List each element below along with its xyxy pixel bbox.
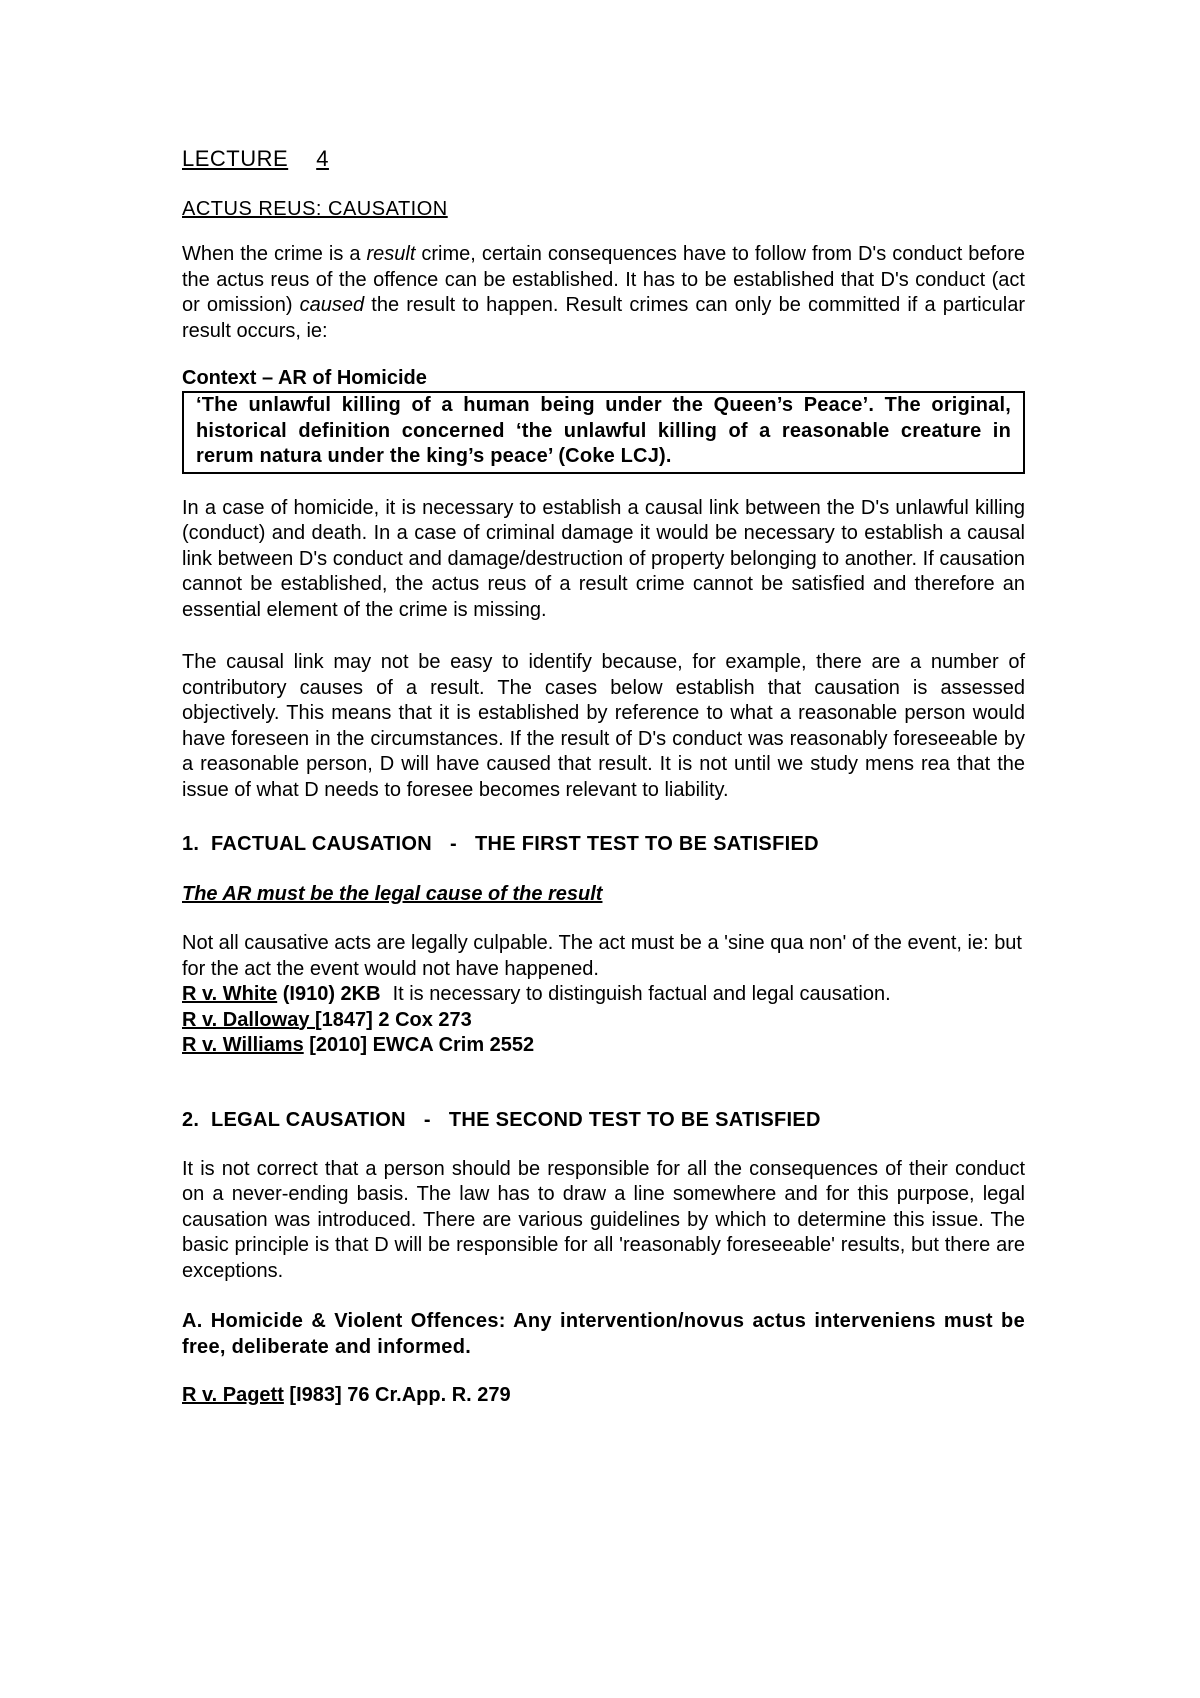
case-name: R v. Pagett — [182, 1384, 284, 1406]
intro-emphasis-result: result — [366, 243, 416, 265]
legal-dash: - — [423, 1108, 431, 1131]
intro-paragraph — [182, 242, 1025, 344]
intro-text-3: the result to happen. Result crimes can only be committed if a particular result occurs, ie: — [182, 294, 1025, 342]
factual-title: FACTUAL CAUSATION — [211, 833, 433, 855]
factual-causation-heading — [182, 831, 1025, 857]
case-reference: [1847] 2 Cox 273 — [315, 1008, 472, 1031]
case-citation — [182, 1008, 1025, 1034]
factual-subtitle: THE FIRST TEST TO BE SATISFIED — [475, 833, 819, 855]
intro-text-1: When the crime is a — [182, 243, 367, 265]
case-reference: (I910) 2KB — [277, 983, 381, 1005]
intro-emphasis-caused: caused — [299, 294, 365, 316]
pagett-citation — [182, 1382, 1025, 1408]
case-name: R v. Dalloway — [182, 1008, 316, 1031]
legal-number: 2. — [182, 1108, 200, 1131]
intro-text-2: crime, certain consequences have to follow from D's conduct before the actus reus of the offence can be established. It has to be established that D's conduct (act or omission) — [182, 243, 1025, 316]
homicide-violent-offences-subheading: A. Homicide & Violent Offences: Any intervention/novus actus interveniens must be free, deliberate and informed. — [182, 1310, 1025, 1358]
factual-paragraph: Not all causative acts are legally culpable. The act must be a 'sine qua non' of the event, ie: but for the act the event would not have happened. — [182, 932, 1022, 980]
case-citation — [182, 982, 1025, 1008]
causal-link-paragraph: The causal link may not be easy to identify because, for example, there are a number of contributory causes of a result. The cases below establish that causation is assessed objectively. This means that it is established by reference to what a reasonable person would have foreseen in the circumstances. If the result of D's conduct was reasonably foreseeable by a reasonable person, D will have caused that result. It is not until we study mens rea that the issue of what D needs to foresee becomes relevant to liability. — [182, 651, 1025, 801]
case-citation — [182, 1033, 1025, 1059]
factual-dash: - — [450, 833, 457, 855]
context-heading: Context – AR of Homicide — [182, 367, 427, 389]
case-note: It is necessary to distinguish factual and legal causation. — [392, 983, 891, 1005]
lecture-label: LECTURE — [182, 146, 289, 171]
case-name: R v. White — [182, 983, 278, 1005]
case-reference: [2010] EWCA Crim 2552 — [303, 1034, 535, 1056]
factual-case-list — [182, 982, 1025, 1059]
case-name: R v. Williams — [182, 1034, 304, 1056]
legal-paragraph: It is not correct that a person should be responsible for all the consequences of their conduct on a never-ending basis. The law has to draw a line somewhere and for this purpose, legal causation was introduced. There are various guidelines by which to determine this issue. The basic principle is that D will be responsible for all 'reasonably foreseeable' results, but there are exceptions. — [182, 1157, 1025, 1282]
lecture-heading — [182, 145, 1025, 173]
factual-subhead: The AR must be the legal cause of the result — [182, 883, 603, 905]
legal-causation-heading — [182, 1107, 1025, 1133]
factual-number: 1. — [182, 833, 200, 855]
definition-box: ‘The unlawful killing of a human being under the Queen’s Peace’. The original, historical definition concerned ‘the unlawful killing of a reasonable creature in rerum natura under the king’s peace’ (Coke LCJ). — [182, 391, 1025, 474]
legal-subtitle: THE SECOND TEST TO BE SATISFIED — [448, 1108, 821, 1131]
homicide-paragraph: In a case of homicide, it is necessary to establish a causal link between the D's unlawful killing (conduct) and death. In a case of criminal damage it would be necessary to establish a causal link between D's conduct and damage/destruction of property belonging to another. If causation cannot be established, the actus reus of a result crime cannot be satisfied and therefore an essential element of the crime is missing. — [182, 496, 1025, 621]
case-reference: [I983] 76 Cr.App. R. 279 — [283, 1384, 511, 1406]
section-title: ACTUS REUS: CAUSATION — [182, 198, 448, 220]
legal-title: LEGAL CAUSATION — [211, 1108, 406, 1131]
lecture-number: 4 — [316, 146, 329, 171]
